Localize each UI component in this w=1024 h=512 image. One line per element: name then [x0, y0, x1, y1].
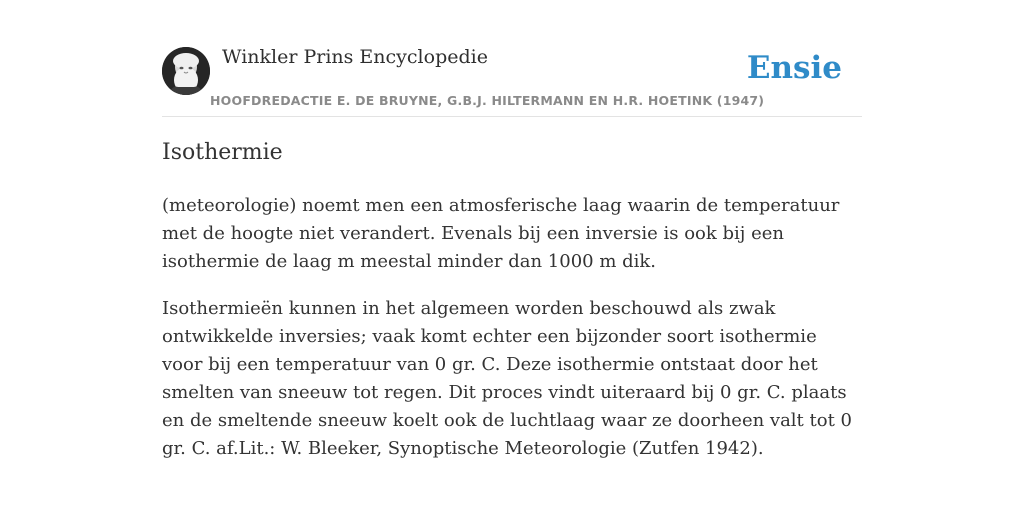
- encyclopedia-title[interactable]: Winkler Prins Encyclopedie: [222, 46, 488, 68]
- portrait-avatar-icon: [162, 47, 210, 95]
- entry-paragraph: (meteorologie) noemt men een atmosferische laag waarin de temperatuur met de hoogte niet verandert. Evenals bij een inversie is ook bij een isothermie de laag m meestal minder dan 1000 m dik.: [162, 195, 840, 272]
- entry-title: Isothermie: [162, 140, 283, 165]
- editors-line: HOOFDREDACTIE E. DE BRUYNE, G.B.J. HILTERMANN EN H.R. HOETINK (1947): [210, 93, 765, 108]
- brand-logo[interactable]: Ensie: [746, 50, 842, 86]
- page: [162, 0, 862, 512]
- header: [162, 0, 862, 117]
- entry-body: [162, 192, 862, 482]
- entry-paragraph: Isothermieën kunnen in het algemeen worden beschouwd als zwak ontwikkelde inversies; vaak komt echter een bijzonder soort isothermie voor bij een temperatuur van 0 gr. C. Deze isothermie ontstaat door het smelten van sneeuw tot regen. Dit proces vindt uiteraard bij 0 gr. C. plaats en de smeltende sneeuw koelt ook de luchtlaag waar ze doorheen valt tot 0 gr. C. af.Lit.: W. Bleeker, Synoptische Meteorologie (Zutfen 1942).: [162, 298, 852, 459]
